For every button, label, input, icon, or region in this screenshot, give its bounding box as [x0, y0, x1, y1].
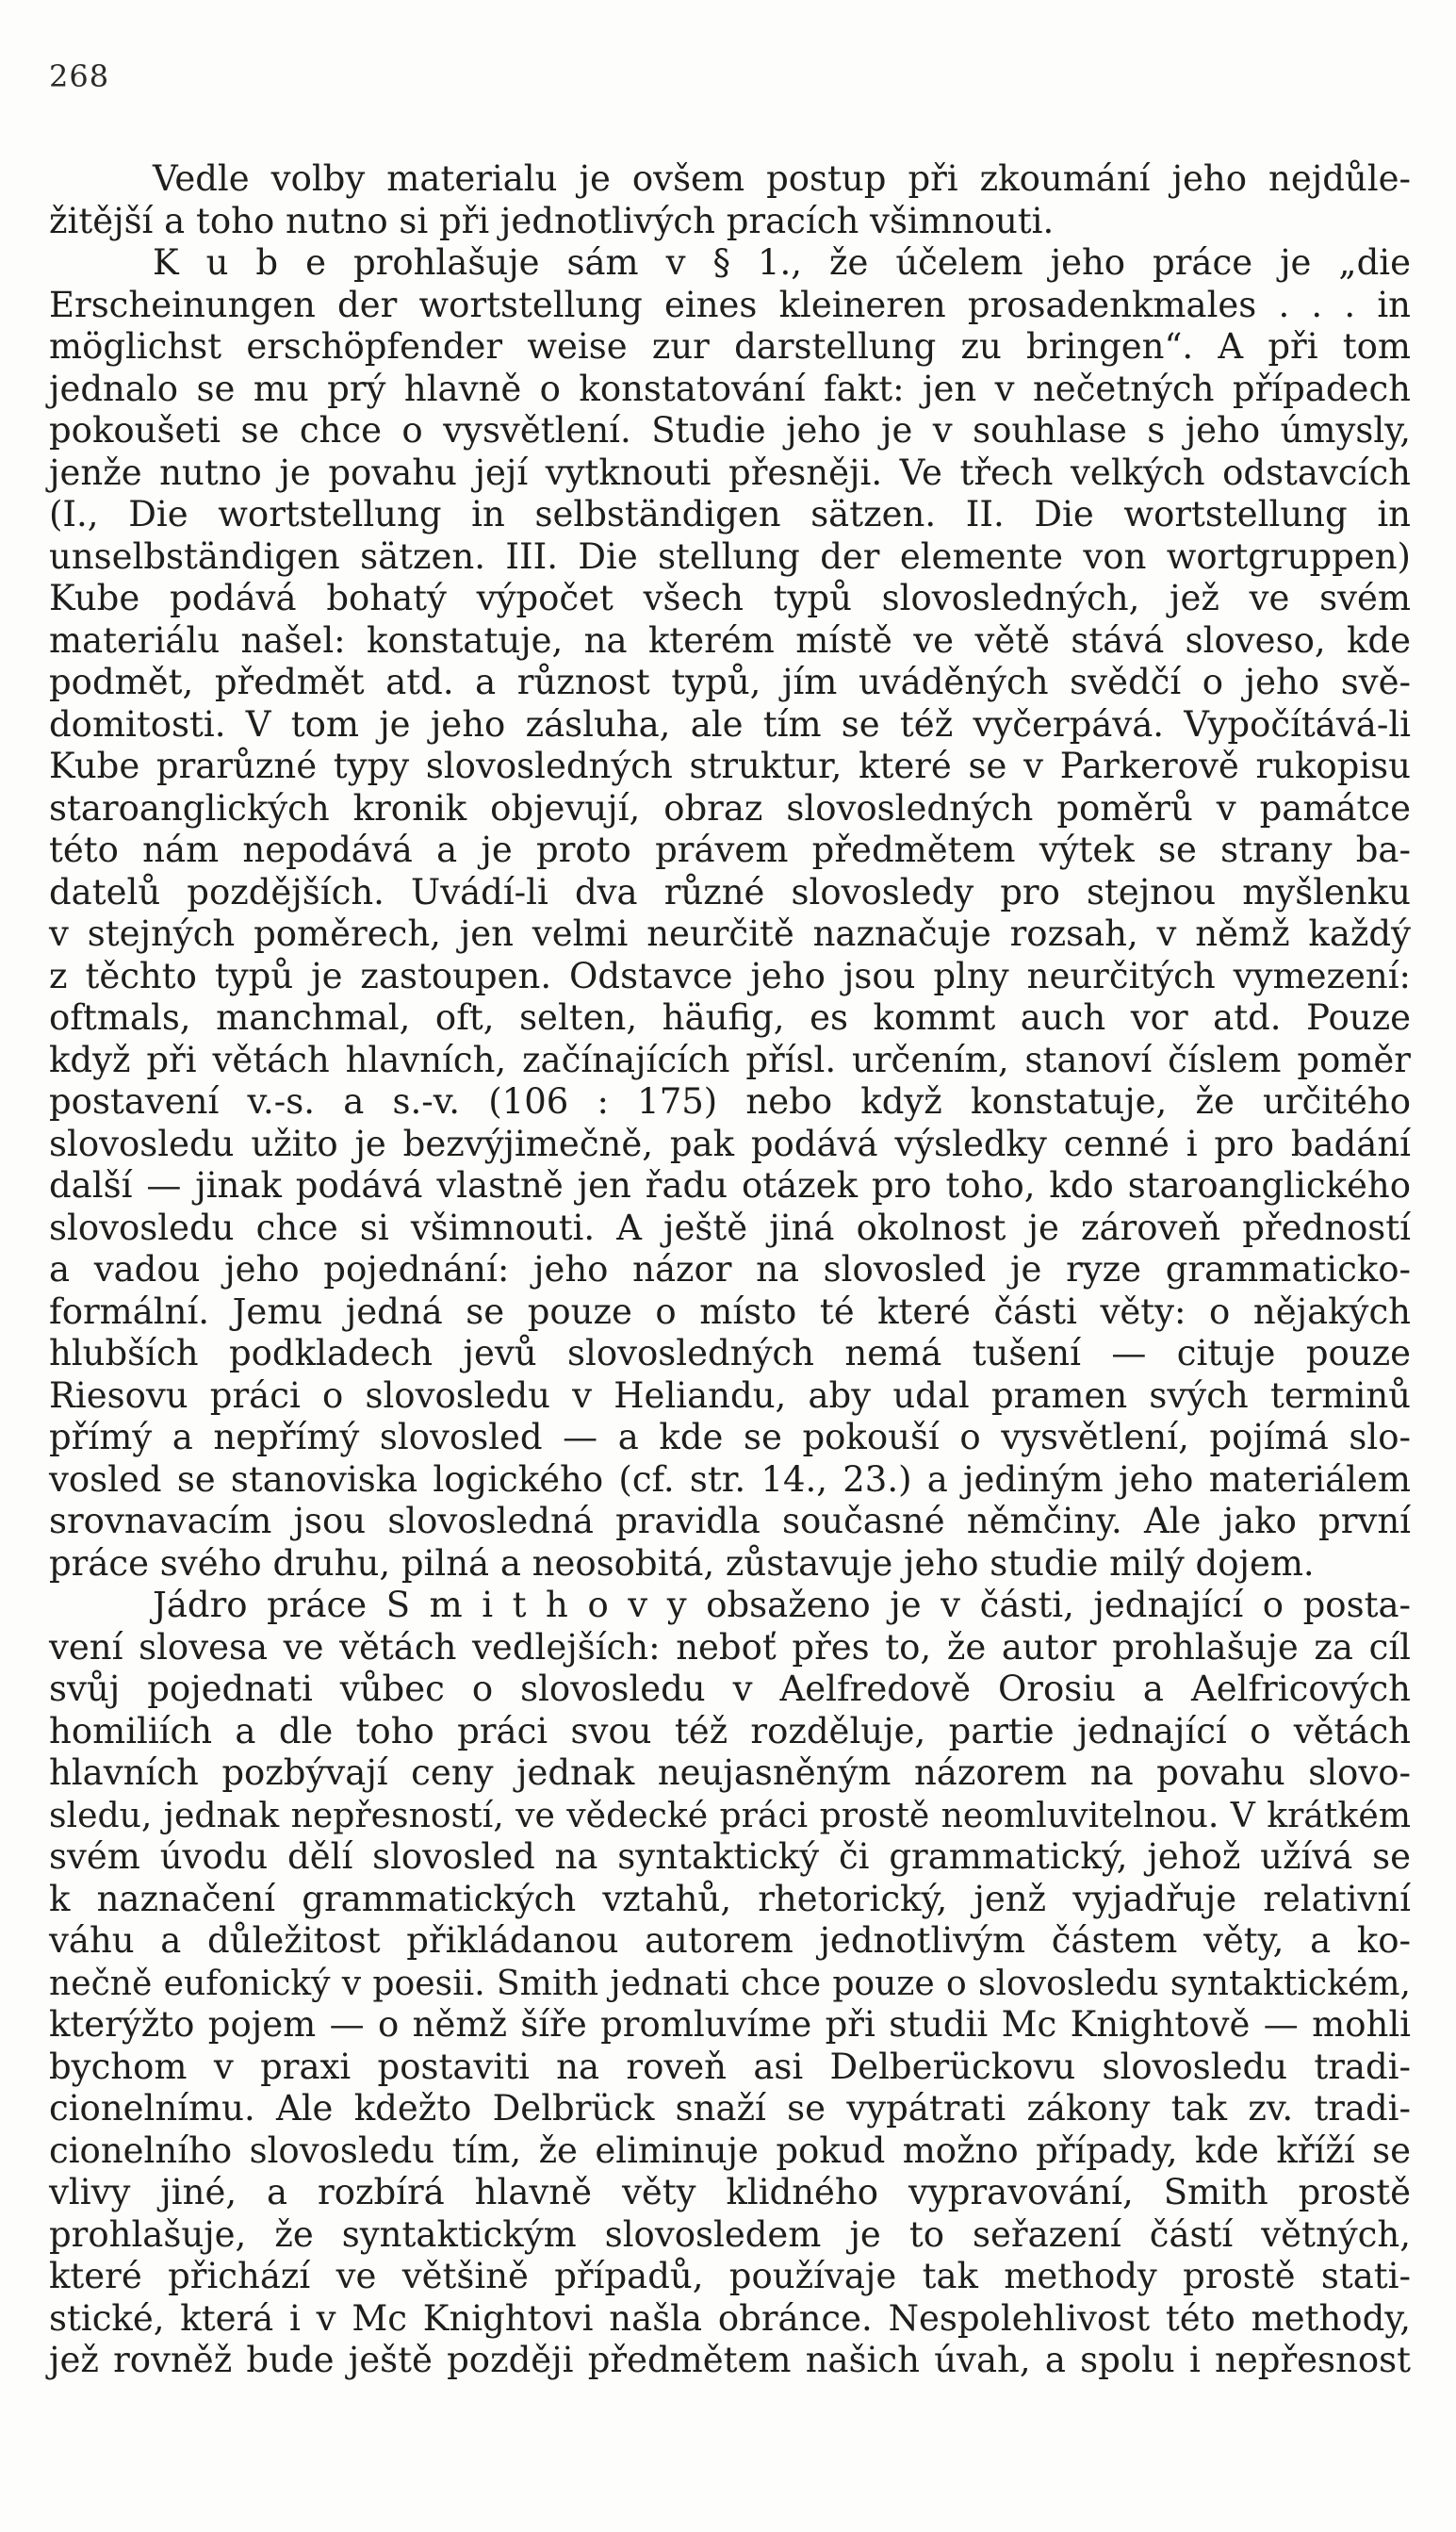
- text-line: Erscheinungen der wortstellung eines kleineren prosadenkmales . . . in: [49, 284, 1411, 325]
- text-line: svém úvodu dělí slovosled na syntaktický či grammatický, jehož užívá se: [49, 1836, 1411, 1877]
- text-line: jež rovněž bude ještě později předmětem našich úvah, a spolu i nepřesnost: [49, 2340, 1411, 2380]
- text-line: k naznačení grammatických vztahů, rhetorický, jenž vyjadřuje relativní: [49, 1878, 1411, 1919]
- text-line: váhu a důležitost přikládanou autorem jednotlivým částem věty, a ko-: [49, 1920, 1411, 1961]
- text-line: prohlašuje, že syntaktickým slovosledem je to seřazení částí větných,: [49, 2213, 1411, 2255]
- text-line: když při větách hlavních, začínajících přísl. určením, stanoví číslem poměr: [49, 1039, 1411, 1080]
- text-line: unselbständigen sätzen. III. Die stellung der elemente von wortgruppen): [49, 535, 1411, 577]
- text-line: staroanglických kronik objevují, obraz slovosledných poměrů v památce: [49, 787, 1411, 829]
- text-line: bychom v praxi postaviti na roveň asi Delberückovu slovosledu tradi-: [49, 2046, 1411, 2087]
- text-line: Jádro práce S m i t h o v y obsaženo je v části, jednající o posta-: [153, 1585, 1411, 1625]
- text-line: a vadou jeho pojednání: jeho názor na slovosled je ryze grammaticko-: [49, 1249, 1411, 1290]
- text-line: nečně eufonický v poesii. Smith jednati chce pouze o slovosledu syntaktickém,: [49, 1963, 1411, 2003]
- text-line: srovnavacím jsou slovosledná pravidla současné němčiny. Ale jako první: [49, 1501, 1411, 1541]
- text-line: slovosledu chce si všimnouti. A ještě jiná okolnost je zároveň předností: [49, 1207, 1411, 1248]
- text-line: (I., Die wortstellung in selbständigen sätzen. II. Die wortstellung in: [49, 494, 1411, 534]
- text-line: möglichst erschöpfender weise zur darstellung zu bringen“. A při tom: [49, 326, 1411, 367]
- text-line: Riesovu práci o slovosledu v Heliandu, aby udal pramen svých terminů: [49, 1374, 1411, 1416]
- text-line: materiálu našel: konstatuje, na kterém místě ve větě stává sloveso, kde: [49, 619, 1411, 661]
- text-line: vlivy jiné, a rozbírá hlavně věty klidného vypravování, Smith prostě: [49, 2172, 1411, 2212]
- text-line: postavení v.-s. a s.-v. (106 : 175) nebo když konstatuje, že určitého: [49, 1081, 1411, 1122]
- text-line: hlubších podkladech jevů slovosledných nemá tušení — cituje pouze: [49, 1333, 1411, 1373]
- text-line: vení slovesa ve větách vedlejších: neboť přes to, že autor prohlašuje za cíl: [49, 1626, 1411, 1668]
- text-line: této nám nepodává a je proto právem předmětem výtek se strany ba-: [49, 830, 1411, 870]
- text-line: K u b e prohlašuje sám v § 1., že účelem jeho práce je „die: [153, 242, 1411, 283]
- text-line: Kube podává bohatý výpočet všech typů slovosledných, jež ve svém: [49, 578, 1411, 618]
- text-line: které přichází ve většině případů, používaje tak methody prostě stati-: [49, 2256, 1411, 2296]
- text-line: práce svého druhu, pilná a neosobitá, zůstavuje jeho studie milý dojem.: [49, 1542, 1315, 1584]
- text-line: homiliích a dle toho práci svou též rozděluje, partie jednající o větách: [49, 1710, 1411, 1751]
- text-line: formální. Jemu jedná se pouze o místo té které části věty: o nějakých: [49, 1291, 1411, 1332]
- text-line: žitější a toho nutno si při jednotlivých pracích všimnouti.: [49, 200, 1055, 241]
- text-line: pokoušeti se chce o vysvětlení. Studie jeho je v souhlase s jeho úmysly,: [49, 410, 1411, 451]
- text-line: oftmals, manchmal, oft, selten, häufig, es kommt auch vor atd. Pouze: [49, 997, 1411, 1038]
- text-line: vosled se stanoviska logického (cf. str. 14., 23.) a jediným jeho materiálem: [49, 1458, 1411, 1500]
- text-line: v stejných poměrech, jen velmi neurčitě naznačuje rozsah, v němž každý: [49, 913, 1411, 954]
- text-line: z těchto typů je zastoupen. Odstavce jeho jsou plny neurčitých vymezení:: [49, 955, 1411, 996]
- text-line: sledu, jednak nepřesností, ve vědecké práci prostě neomluvitelnou. V krátkém: [49, 1794, 1411, 1835]
- text-line: stické, která i v Mc Knightovi našla obránce. Nespolehlivost této methody,: [49, 2297, 1411, 2339]
- text-line: domitosti. V tom je jeho zásluha, ale tím se též vyčerpává. Vypočítává-li: [49, 703, 1411, 745]
- text-line: slovosledu užito je bezvýjimečně, pak podává výsledky cenné i pro badání: [49, 1123, 1411, 1164]
- text-line: cionelního slovosledu tím, že eliminuje pokud možno případy, kde kříží se: [49, 2129, 1411, 2171]
- body-text: [49, 158, 1411, 2382]
- text-line: hlavních pozbývají ceny jednak neujasněným názorem na povahu slovo-: [49, 1752, 1411, 1793]
- text-line: kterýžto pojem — o němž šíře promluvíme při studii Mc Knightově — mohli: [49, 2004, 1411, 2045]
- text-line: jenže nutno je povahu její vytknouti přesněji. Ve třech velkých odstavcích: [49, 452, 1411, 493]
- text-line: přímý a nepřímý slovosled — a kde se pokouší o vysvětlení, pojímá slo-: [49, 1417, 1411, 1457]
- text-line: Vedle volby materialu je ovšem postup při zkoumání jeho nejdůle-: [153, 158, 1411, 199]
- text-line: podmět, předmět atd. a různost typů, jím uváděných svědčí o jeho svě-: [49, 662, 1411, 702]
- text-line: jednalo se mu prý hlavně o konstatování fakt: jen v nečetných případech: [49, 368, 1411, 409]
- text-line: další — jinak podává vlastně jen řadu otázek pro toho, kdo staroanglického: [49, 1165, 1411, 1206]
- text-line: Kube prarůzné typy slovosledných struktur, které se v Parkerově rukopisu: [49, 746, 1411, 786]
- text-line: datelů pozdějších. Uvádí-li dva různé slovosledy pro stejnou myšlenku: [49, 871, 1411, 913]
- page-number: 268: [49, 58, 110, 94]
- text-line: cionelnímu. Ale kdežto Delbrück snaží se vypátrati zákony tak zv. tradi-: [49, 2088, 1411, 2129]
- text-line: svůj pojednati vůbec o slovosledu v Aelfredově Orosiu a Aelfricových: [49, 1669, 1411, 1709]
